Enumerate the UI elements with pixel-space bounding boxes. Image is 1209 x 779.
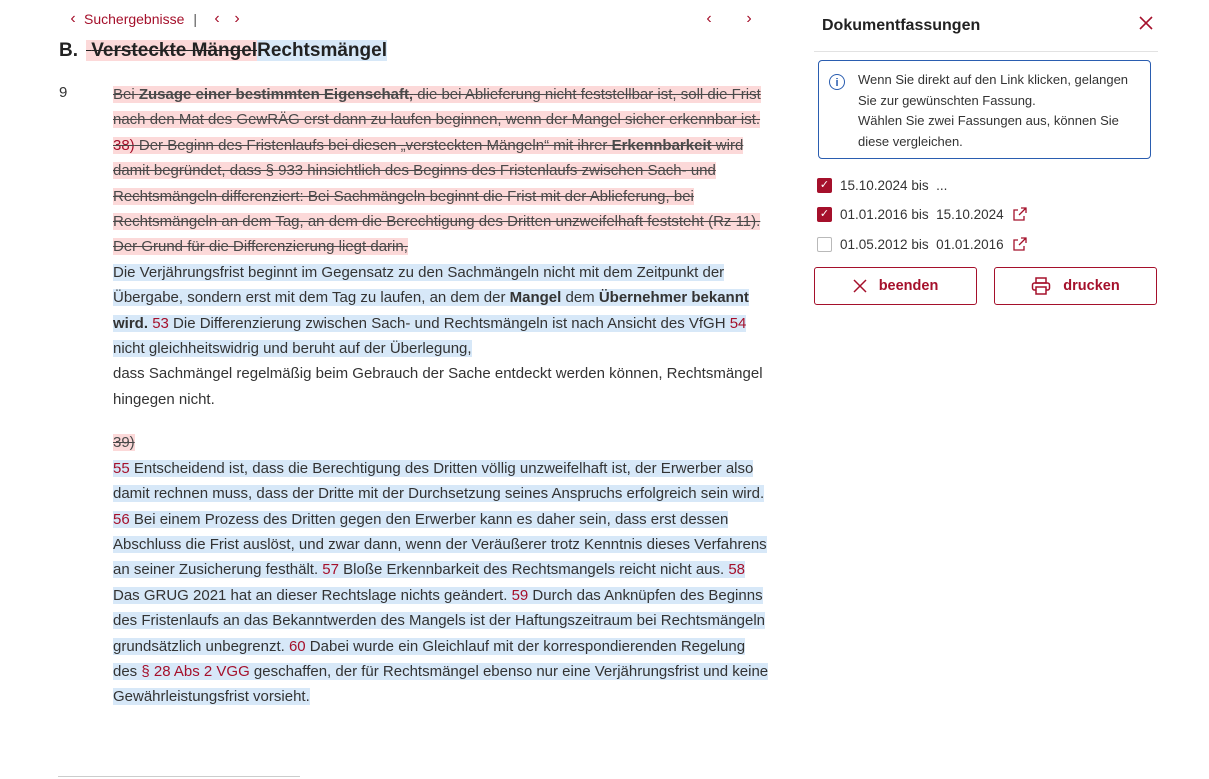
version-checkbox[interactable]	[817, 237, 832, 252]
print-button-label: drucken	[1063, 278, 1120, 294]
version-bis: bis	[907, 206, 937, 222]
section-number: B.	[59, 40, 78, 61]
bold-text: Mangel	[509, 289, 562, 307]
text-run: die bei Ablieferung nicht feststellbar ist, soll die Frist nach den Mat des GewRÄG erst dann zu laufen beginnen, wenn der Mangel sicher erkennbar ist.	[113, 86, 761, 129]
version-bis: bis	[907, 236, 937, 252]
margin-number: 9	[59, 84, 68, 101]
text-run: Die Differenzierung zwischen Sach- und Rechtsmängeln ist nach Ansicht des VfGH	[168, 314, 730, 332]
text-run: Dabei wurde ein Gleichlauf mit der korrespondierenden Regelung des	[113, 637, 746, 680]
version-from: 01.01.2016	[840, 206, 908, 222]
paragraph-text	[113, 82, 771, 710]
close-icon	[853, 279, 867, 293]
footnote-ref[interactable]: 60	[288, 637, 306, 655]
text-run: Bloße Erkennbarkeit des Rechtsmangels reicht nicht aus.	[338, 561, 729, 579]
section-heading	[59, 39, 387, 63]
close-icon[interactable]	[1136, 14, 1156, 37]
divider	[58, 776, 300, 777]
end-button-label: beenden	[878, 278, 939, 294]
end-button[interactable]	[814, 267, 977, 305]
info-line-1: Wenn Sie direkt auf den Link klicken, gelangen Sie zur gewünschten Fassung.	[858, 72, 1129, 108]
result-navigation	[64, 10, 247, 28]
versions-panel	[800, 0, 1209, 779]
footnote-ref[interactable]: 56	[113, 510, 130, 528]
text-run: Die Verjährungsfrist beginnt im Gegensatz zu den Sachmängeln nicht mit dem Zeitpunkt der Übergabe, sondern erst mit dem Tag zu laufen, an dem der	[113, 263, 725, 307]
footnote-ref[interactable]: 59	[511, 586, 529, 604]
version-row	[817, 205, 1028, 223]
next-document-icon[interactable]: ›	[746, 10, 752, 27]
version-checkbox[interactable]: ✓	[817, 178, 832, 193]
version-row	[817, 235, 1028, 253]
version-range[interactable]	[840, 207, 1004, 222]
back-chevron-icon[interactable]: ‹	[70, 10, 76, 27]
version-to: 01.01.2016	[936, 236, 1004, 252]
panel-title: Dokumentfassungen	[822, 17, 981, 34]
unchanged-passage: dass Sachmängel regelmäßig beim Gebrauch der Sache entdeckt werden können, Rechtsmängel hingegen nicht.	[113, 365, 763, 408]
external-link-icon[interactable]	[1012, 206, 1028, 222]
version-checkbox[interactable]: ✓	[817, 207, 832, 222]
deleted-title: Versteckte Mängel	[86, 40, 257, 61]
text-run: Bei einem Prozess des Dritten gegen den Erwerber kann es daher sein, dass erst dessen Abschluss die Frist auslöst, und zwar dann, wenn der Veräußerer trotz Kenntnis dieses Verfahrens an seiner Zusicherung festhält.	[113, 510, 767, 579]
back-to-results-link[interactable]: Suchergebnisse	[84, 11, 185, 27]
text-run: dem	[561, 289, 599, 307]
external-link-icon[interactable]	[1012, 236, 1028, 252]
panel-divider	[814, 51, 1158, 52]
version-row	[817, 176, 947, 194]
nav-separator: |	[193, 11, 198, 27]
footnote-ref[interactable]: 38)	[113, 136, 135, 154]
info-text	[858, 70, 1148, 152]
bold-text: Übernehmer bekannt wird.	[113, 289, 749, 332]
text-run: Bei	[113, 86, 139, 103]
text-run: wird damit begründet, dass § 933 hinsichtlich des Beginns des Fristenlaufs zwischen Sach- und Rechtsmängeln differenziert: Bei Sachmängeln beginnt die Frist mit der Ablieferung, bei Rechtsmängeln an dem Tag, an dem die Berechtigung des Dritten unzweifelhaft feststeht (Rz 11). Der Grund für die Differenzierung liegt darin,	[113, 136, 761, 256]
info-line-2: Wählen Sie zwei Fassungen aus, können Sie diese vergleichen.	[858, 113, 1119, 149]
version-from: 15.10.2024	[840, 177, 908, 193]
previous-result-icon[interactable]: ‹	[214, 10, 220, 27]
text-run: geschaffen, der für Rechtsmängel ebenso nur eine Verjährungsfrist und keine Gewährleistungsfrist vorsieht.	[113, 662, 769, 706]
printer-icon	[1031, 277, 1051, 295]
previous-document-icon[interactable]: ‹	[706, 10, 712, 27]
inserted-passage	[113, 264, 749, 357]
version-to: ...	[936, 177, 948, 193]
text-run: Das GRUG 2021 hat an dieser Rechtslage nichts geändert.	[113, 586, 512, 604]
version-bis: bis	[907, 177, 937, 193]
info-icon: i	[829, 74, 845, 90]
bold-text: Erkennbarkeit	[611, 136, 712, 154]
version-range[interactable]	[840, 178, 947, 193]
law-link[interactable]: § 28 Abs 2 VGG	[141, 662, 250, 680]
print-button[interactable]	[994, 267, 1157, 305]
footnote-ref[interactable]: 58	[728, 561, 746, 579]
footnote-ref[interactable]: 54	[729, 314, 747, 332]
version-from: 01.05.2012	[840, 236, 908, 252]
inserted-footnotes	[113, 460, 768, 706]
text-run: Entscheidend ist, dass die Berechtigung des Dritten völlig unzweifelhaft ist, der Erwerber also damit rechnen muss, dass der Dritte mit der Durchsetzung seines Anspruchs erfolgreich sein wird.	[113, 459, 765, 503]
version-to: 15.10.2024	[936, 206, 1004, 222]
bold-text: Zusage einer bestimmten Eigenschaft,	[138, 86, 414, 103]
deleted-footnote-marker: 39)	[113, 434, 135, 452]
footnote-ref[interactable]: 53	[152, 314, 169, 332]
text-run: nicht gleichheitswidrig und beruht auf der Überlegung,	[113, 340, 472, 358]
text-run: Der Beginn des Fristenlaufs bei diesen „versteckten Mängeln“ mit ihrer	[134, 136, 612, 154]
next-result-icon[interactable]: ›	[234, 10, 240, 27]
deleted-passage	[113, 86, 761, 255]
document-navigation	[700, 10, 758, 28]
text-run: Durch das Anknüpfen des Beginns des Fristenlaufs an das Bekanntwerden des Mangels ist der Haftungszeitraum bei Rechtsmängeln grundsätzlich unbegrenzt.	[113, 586, 766, 655]
info-box	[818, 60, 1151, 159]
version-range[interactable]	[840, 237, 1004, 252]
footnote-ref[interactable]: 55	[113, 459, 130, 477]
footnote-ref[interactable]: 57	[322, 561, 339, 579]
inserted-title: Rechtsmängel	[257, 40, 387, 61]
